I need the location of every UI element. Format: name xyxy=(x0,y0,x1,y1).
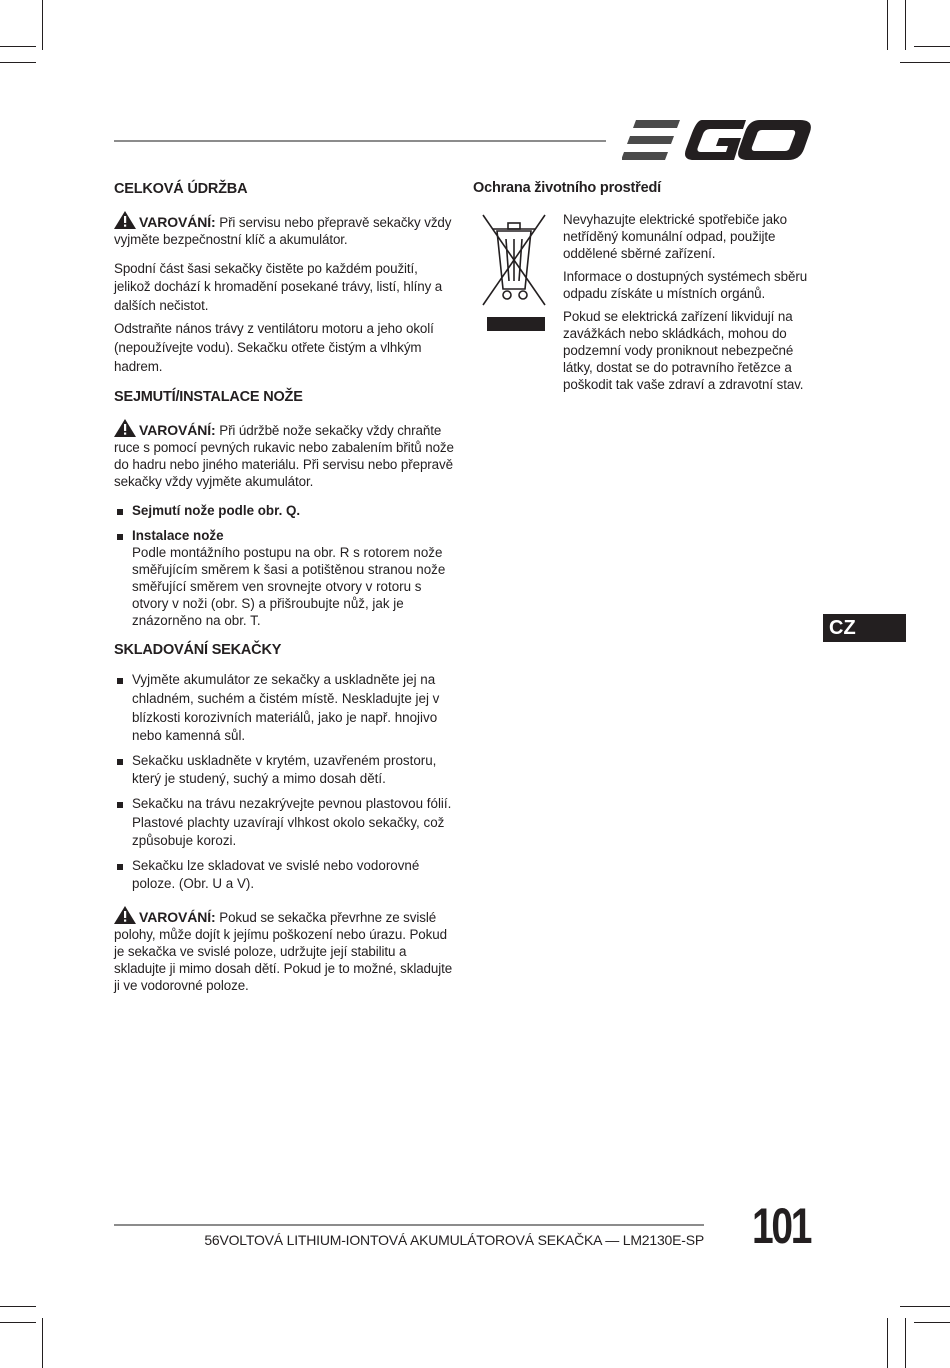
paragraph: Informace o dostupných systémech sběru odpadu získáte u místních orgánů. xyxy=(563,269,808,301)
warning-maintenance xyxy=(114,211,454,248)
warning-label: VAROVÁNÍ: xyxy=(139,908,216,925)
paragraph: Nevyhazujte elektrické spotřebiče jako netříděný komunální odpad, použijte oddělené sběrné zařízení. xyxy=(563,212,787,261)
warning-storage xyxy=(114,906,454,994)
crop-mark xyxy=(42,0,43,50)
crop-mark xyxy=(905,1318,906,1368)
footer-title: 56VOLTOVÁ LITHIUM-IONTOVÁ AKUMULÁTOROVÁ SEKAČKA — LM2130E-SP xyxy=(204,1232,704,1248)
header-rule xyxy=(114,140,606,142)
page-number: 101 xyxy=(752,1198,811,1254)
list-item: Sekačku lze skladovat ve svislé nebo vodorovné poloze. (Obr. U a V). xyxy=(114,857,454,894)
section-title-blade: SEJMUTÍ/INSTALACE NOŽE xyxy=(114,389,303,406)
environment-block xyxy=(473,211,813,393)
footer-rule xyxy=(114,1224,704,1226)
weee-crossed-bin-icon xyxy=(481,211,547,335)
list-item-text: Podle montážního postupu na obr. R s rotorem nože směřujícím směrem k šasi a potištěnou stranou nože směřující směrem ven srovnejte otvory v rotoru s otvory v noži (obr. S) a přišroubujte nůž, jak je znázorněno na obr. T. xyxy=(132,544,446,628)
list-item: Vyjměte akumulátor ze sekačky a uskladněte jej na chladném, suchém a čistém místě. Neskladujte jej v blízkosti korozivních materiálů, jako je např. hnojivo nebo kamenná sůl. xyxy=(114,671,454,745)
section-title-environment: Ochrana životního prostředí xyxy=(473,180,661,196)
crop-mark xyxy=(914,46,950,47)
crop-mark xyxy=(900,1306,950,1307)
list-item xyxy=(114,502,454,519)
storage-list xyxy=(114,671,454,894)
language-tab: CZ xyxy=(823,614,906,642)
crop-mark xyxy=(0,62,36,63)
warning-blade xyxy=(114,419,454,490)
list-item-title: Sejmutí nože podle obr. Q. xyxy=(132,502,301,518)
crop-mark xyxy=(887,1318,888,1368)
crop-mark xyxy=(887,0,888,50)
crop-mark xyxy=(905,0,906,50)
list-item xyxy=(114,527,454,629)
right-column xyxy=(473,180,813,399)
crop-mark xyxy=(0,1306,36,1307)
crop-mark xyxy=(42,1318,43,1368)
paragraph: Spodní část šasi sekačky čistěte po každém použití, jelikož dochází k hromadění posekané trávy, listí, hlíny a dalších nečistot. xyxy=(114,260,443,313)
warning-label: VAROVÁNÍ: xyxy=(139,421,216,438)
crop-mark xyxy=(914,1322,950,1323)
paragraph: Odstraňte nános trávy z ventilátoru motoru a jeho okolí (nepoužívejte vodu). Sekačku otřete čistým a vlhkým hadrem. xyxy=(114,321,434,374)
crop-mark xyxy=(0,46,36,47)
warning-label: VAROVÁNÍ: xyxy=(139,213,216,230)
ego-logo xyxy=(622,118,812,162)
warning-triangle-icon xyxy=(114,906,136,924)
section-title-maintenance: CELKOVÁ ÚDRŽBA xyxy=(114,181,248,197)
environment-text xyxy=(563,211,813,393)
crop-mark xyxy=(900,62,950,63)
warning-triangle-icon xyxy=(114,419,136,437)
list-item-title: Instalace nože xyxy=(132,527,224,543)
blade-steps-list xyxy=(114,502,454,629)
list-item: Sekačku uskladněte v krytém, uzavřeném prostoru, který je studený, suchý a mimo dosah dětí. xyxy=(114,752,454,789)
warning-triangle-icon xyxy=(114,211,136,229)
warning-text: Pokud se sekačka převrhne ze svislé polohy, může dojít k jejímu poškození nebo úrazu. Pokud je sekačka ve svislé poloze, udržujte její stabilitu a skladujte ji mimo dosah dětí. Pokud je to možné, skladujte ji ve vodorovné poloze. xyxy=(114,909,453,993)
warning-text: Při údržbě nože sekačky vždy chraňte ruce s pomocí pevných rukavic nebo zabalením břitů nože do hadru nebo jiného materiálu. Při servisu nebo přepravě sekačky vždy vyjměte akumulátor. xyxy=(114,422,454,489)
list-item: Sekačku na trávu nezakrývejte pevnou plastovou fólií. Plastové plachty uzavírají vlhkost okolo sekačky, což způsobuje korozi. xyxy=(114,795,454,851)
warning-text: Při servisu nebo přepravě sekačky vždy vyjměte bezpečnostní klíč a akumulátor. xyxy=(114,214,452,247)
section-title-storage: SKLADOVÁNÍ SEKAČKY xyxy=(114,641,282,658)
left-column xyxy=(114,180,454,1006)
paragraph: Pokud se elektrická zařízení likvidují na zavážkách nebo skládkách, mohou do podzemní vody proniknout nebezpečné látky, dostat se do potravního řetězce a poškodit tak vaše zdraví a zdravotní stav. xyxy=(563,309,804,392)
crop-mark xyxy=(0,1322,36,1323)
